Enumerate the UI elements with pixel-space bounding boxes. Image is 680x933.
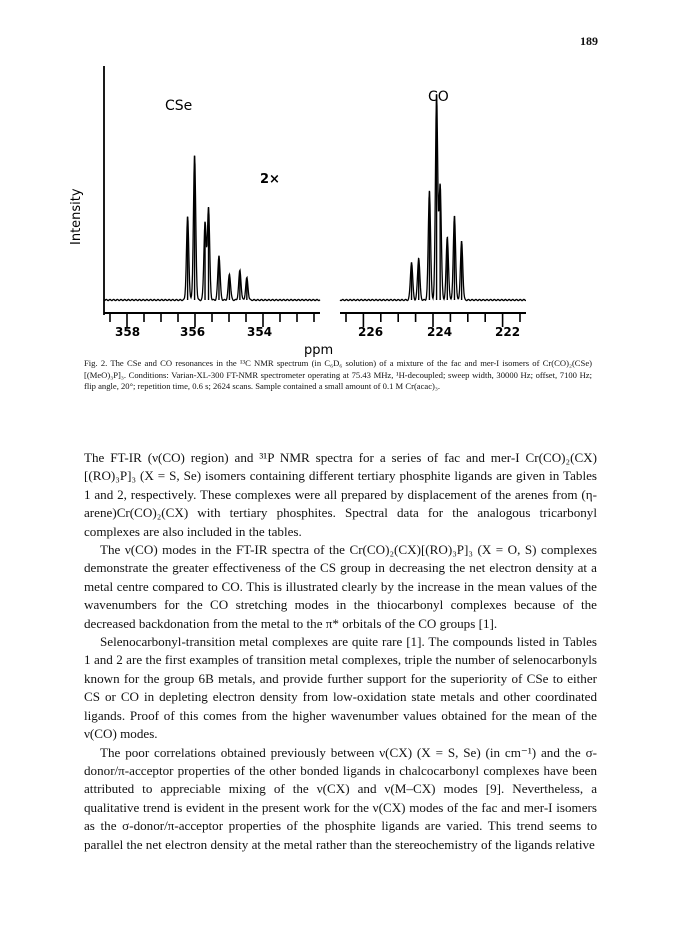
body-text — [84, 449, 597, 854]
tick-label-224: 224 — [427, 325, 453, 339]
tick-label-356: 356 — [180, 325, 206, 339]
spectrum-trace-cse — [104, 156, 320, 301]
paragraph-2: The ν(CO) modes in the FT-IR spectra of the Cr(CO)₂(CX)[(RO)₃P]₃ (X = O, S) complexes demonstrate the greater effectiveness of the CS group in decreasing the net electron density at a metal centre compared to CO. This is illustrated clearly by the increase in the mean values of the wavenumbers for the CO stretching modes in the thiocarbonyl complexes because of the decreased backdonation from the metal to the π* orbitals of the CO groups [1]. — [84, 542, 597, 631]
figure-caption: Fig. 2. The CSe and CO resonances in the ¹³C NMR spectrum (in C₆D₆ solution) of a mixture of the fac and mer-I isomers of Cr(CO)₂(CSe)[(MeO)₃P]₃. Conditions: Varian-XL-300 FT-NMR spectrometer operating at 75.43 MHz, ¹H-decoupled; sweep width, 30000 Hz; offset, 7100 Hz; flip angle, 20°; repetition time, 0.6 s; 2624 scans. Sample contained a small amount of 0.1 M Cr(acac)₃. — [84, 358, 592, 391]
tick-label-222: 222 — [495, 325, 521, 339]
cse-region-label: CSe — [165, 98, 193, 114]
paragraph-1: The FT-IR (ν(CO) region) and ³¹P NMR spectra for a series of fac and mer-I Cr(CO)₂(CX)[(RO)₃P]₃ (X = S, Se) isomers containing different tertiary phosphite ligands are given in Tables 1 and 2, respectively. These complexes were all prepared by displacement of the arenes from (η-arene)Cr(CO)₂(CX) with tertiary phosphites. Spectral data for the analogous tricarbonyl complexes are also included in the tables. — [84, 450, 597, 539]
tick-label-226: 226 — [358, 325, 384, 339]
y-axis-label: Intensity — [69, 188, 84, 245]
nmr-spectrum-figure — [0, 0, 680, 360]
spectrum-trace-co — [340, 94, 526, 300]
scale-factor-label: 2× — [260, 172, 280, 187]
page-number: 189 — [580, 34, 598, 48]
tick-label-354: 354 — [247, 325, 273, 339]
paragraph-3: Selenocarbonyl-transition metal complexes are quite rare [1]. The compounds listed in Tables 1 and 2 are the first examples of transition metal complexes, triple the number of selenocarbonyls known for the group 6B metals, and provide further support for the superiority of CSe to either CS or CO in depleting electron density from low-oxidation state metals and other coordinated ligands. Proof of this comes from the higher wavenumber values obtained for the mean of the ν(CO) modes. — [84, 634, 597, 742]
x-axis-label: ppm — [304, 343, 334, 358]
tick-label-358: 358 — [115, 325, 141, 339]
co-region-label: CO — [428, 89, 449, 105]
paragraph-4: The poor correlations obtained previously between ν(CX) (X = S, Se) (in cm⁻¹) and the σ-donor/π-acceptor properties of the other bonded ligands in chalcocarbonyl complexes have been attributed to appreciable mixing of the ν(CX) and ν(M–CX) modes [9]. Nevertheless, a qualitative trend is evident in the present work for the ν(CX) modes of the fac and mer-I isomers as the σ-donor/π-acceptor properties of the phosphite ligands are varied. This trend seems to parallel the net electron density at the metal rather than the stereochemistry of the ligands relative — [84, 744, 597, 852]
